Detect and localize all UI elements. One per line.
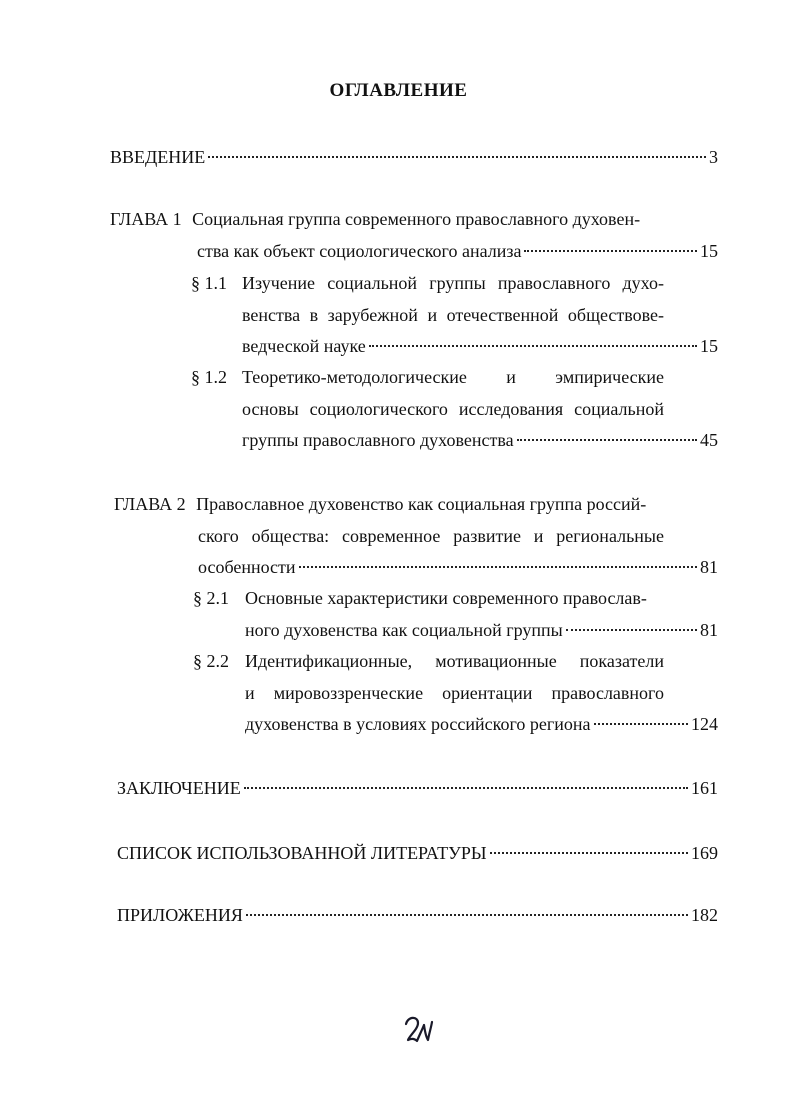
- toc-entry-appendix: [117, 900, 718, 932]
- section-title-line-2: венства в зарубежной и отечественной обществове-: [242, 304, 664, 325]
- chapter-number: ГЛАВА 2: [114, 494, 186, 514]
- toc-entry-conclusion: [117, 773, 718, 805]
- toc-page-number: 169: [691, 843, 718, 863]
- toc-entry-chapter-1: [110, 204, 718, 267]
- toc-entry-chapter-2: [114, 489, 718, 584]
- dot-leader: [566, 629, 697, 631]
- toc-label: ЗАКЛЮЧЕНИЕ: [117, 778, 241, 798]
- toc-page-number: 81: [700, 619, 718, 640]
- toc-label: ПРИЛОЖЕНИЯ: [117, 905, 243, 925]
- dot-leader: [517, 439, 697, 441]
- section-number: § 2.1: [193, 588, 229, 608]
- toc-entry-references: [117, 838, 718, 870]
- toc-page-number: 3: [709, 147, 718, 167]
- toc-page-number: 161: [691, 778, 718, 798]
- section-title-line-3: ведческой науке: [242, 336, 366, 357]
- chapter-title-line-2: ства как объект социологического анализа: [197, 240, 522, 261]
- toc-page-number: 45: [700, 430, 718, 451]
- handwritten-page-number-icon: [398, 1010, 438, 1050]
- dot-leader: [208, 156, 706, 158]
- toc-page-number: 15: [700, 240, 718, 261]
- toc-entry-section-1-1: [191, 268, 718, 363]
- section-title-line-3: духовенства в условиях российского региона: [245, 714, 591, 735]
- dot-leader: [369, 345, 697, 347]
- section-title-line-2: основы социологического исследования социальной: [242, 398, 664, 419]
- toc-page-number: 124: [691, 714, 718, 735]
- toc-page-number: 15: [700, 336, 718, 357]
- section-title-line-1: Теоретико-методологические и эмпирические: [242, 367, 664, 387]
- section-title-line-2: ного духовенства как социальной группы: [245, 619, 563, 640]
- chapter-title-line-1: Социальная группа современного православного духовен-: [192, 209, 641, 229]
- toc-page-number: 182: [691, 905, 718, 925]
- section-title-line-1: Идентификационные, мотивационные показатели: [245, 651, 664, 671]
- section-title-line-1: Изучение социальной группы православного духо-: [242, 273, 664, 293]
- toc-label: ВВЕДЕНИЕ: [110, 147, 206, 167]
- toc-entry-section-2-2: [193, 646, 718, 741]
- chapter-title-line-3: особенности: [198, 557, 296, 578]
- page-title: ОГЛАВЛЕНИЕ: [329, 80, 468, 101]
- section-number: § 1.1: [191, 273, 227, 293]
- dot-leader: [524, 250, 697, 252]
- toc-entry-intro: [110, 142, 718, 174]
- section-title-line-2: и мировоззренческие ориентации православного: [245, 682, 664, 703]
- toc-page-number: 81: [700, 557, 718, 578]
- toc-entry-section-2-1: [193, 583, 718, 646]
- chapter-title-line-2: ского общества: современное развитие и региональные: [198, 525, 664, 546]
- dot-leader: [299, 566, 697, 568]
- section-title-line-3: группы православного духовенства: [242, 430, 514, 451]
- toc-label: СПИСОК ИСПОЛЬЗОВАННОЙ ЛИТЕРАТУРЫ: [117, 843, 487, 863]
- section-number: § 1.2: [191, 367, 227, 387]
- section-number: § 2.2: [193, 651, 229, 671]
- dot-leader: [244, 787, 688, 789]
- dot-leader: [490, 852, 688, 854]
- toc-entry-section-1-2: [191, 362, 718, 457]
- dot-leader: [246, 914, 688, 916]
- chapter-number: ГЛАВА 1: [110, 209, 182, 229]
- chapter-title-line-1: Православное духовенство как социальная группа россий-: [196, 494, 647, 514]
- section-title-line-1: Основные характеристики современного православ-: [245, 588, 647, 608]
- dot-leader: [594, 723, 688, 725]
